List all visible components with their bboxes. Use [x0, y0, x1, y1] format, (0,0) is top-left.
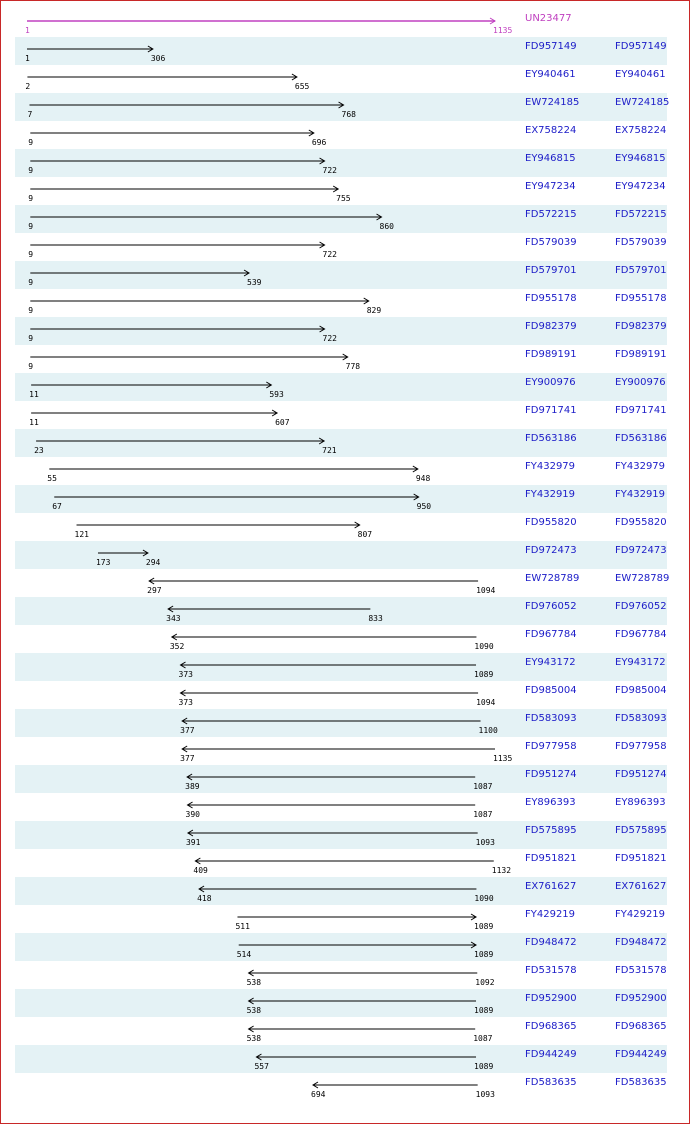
reference-arrow: [15, 9, 515, 25]
accession-link[interactable]: FD982379: [615, 321, 667, 332]
start-position: 11: [29, 390, 39, 399]
accession-link[interactable]: FD972473: [615, 545, 667, 556]
end-position: 829: [366, 306, 382, 315]
alignment-track: [15, 597, 515, 625]
alignment-arrow: [15, 261, 515, 277]
accession-label[interactable]: FD976052: [525, 601, 577, 612]
accession-label[interactable]: FD972473: [525, 545, 577, 556]
start-position: 297: [147, 586, 162, 595]
alignment-row: [15, 849, 667, 877]
end-position: 1135: [493, 26, 513, 35]
start-position: 538: [246, 1006, 262, 1015]
alignment-track: [15, 513, 515, 541]
start-position: 1: [25, 54, 30, 63]
start-position: 377: [180, 754, 195, 763]
alignment-track: [15, 569, 515, 597]
alignment-track: [15, 485, 515, 513]
accession-link[interactable]: FD531578: [615, 965, 667, 976]
end-position: 1089: [474, 1062, 494, 1071]
accession-link[interactable]: EY900976: [615, 377, 666, 388]
start-position: 9: [28, 222, 34, 231]
end-position: 807: [357, 530, 373, 539]
accession-link[interactable]: FD948472: [615, 937, 667, 948]
alignment-track: [15, 93, 515, 121]
alignment-arrow: [15, 569, 515, 585]
accession-label[interactable]: FD583635: [525, 1077, 577, 1088]
alignment-arrow: [15, 513, 515, 529]
accession-link[interactable]: EY946815: [615, 153, 666, 164]
alignment-arrow: [15, 821, 515, 837]
start-position: 514: [236, 950, 252, 959]
accession-link[interactable]: EY943172: [615, 657, 666, 668]
alignment-arrow: [15, 1017, 515, 1033]
accession-link[interactable]: FY429219: [615, 909, 666, 920]
alignment-track: [15, 317, 515, 345]
alignment-arrow: [15, 709, 515, 725]
alignment-track: [15, 261, 515, 289]
accession-link[interactable]: FD575895: [615, 825, 667, 836]
alignment-arrow: [15, 317, 515, 333]
start-position: 9: [28, 194, 34, 203]
accession-link[interactable]: FD583093: [615, 713, 667, 724]
end-position: 722: [322, 166, 337, 175]
alignment-track: [15, 1073, 515, 1101]
alignment-row: [15, 1017, 667, 1045]
accession-label[interactable]: FD989191: [525, 349, 577, 360]
alignment-arrow: [15, 933, 515, 949]
alignment-arrow: [15, 681, 515, 697]
alignment-track: [15, 37, 515, 65]
accession-label[interactable]: FY429219: [525, 909, 576, 920]
accession-label[interactable]: FD952900: [525, 993, 577, 1004]
alignment-arrow: [15, 1045, 515, 1061]
accession-label[interactable]: EY940461: [525, 69, 576, 80]
accession-label[interactable]: EX761627: [525, 881, 577, 892]
alignment-row: [15, 485, 667, 513]
accession-label[interactable]: FY432979: [525, 461, 576, 472]
alignment-track: [15, 877, 515, 905]
accession-link[interactable]: FD976052: [615, 601, 667, 612]
start-position: 557: [254, 1062, 269, 1071]
end-position: 1094: [476, 698, 496, 707]
accession-link[interactable]: EW724185: [615, 97, 670, 108]
end-position: 778: [345, 362, 361, 371]
start-position: 9: [28, 334, 34, 343]
accession-label[interactable]: FD982379: [525, 321, 577, 332]
accession-link[interactable]: FD968365: [615, 1021, 667, 1032]
alignment-row: [15, 429, 667, 457]
alignment-arrow: [15, 849, 515, 865]
start-position: 9: [28, 362, 34, 371]
alignment-track: [15, 233, 515, 261]
end-position: 1087: [473, 810, 493, 819]
start-position: 9: [28, 138, 34, 147]
end-position: 722: [322, 334, 337, 343]
start-position: 390: [185, 810, 200, 819]
accession-label[interactable]: EW728789: [525, 573, 580, 584]
accession-link[interactable]: FD955820: [615, 517, 667, 528]
start-position: 538: [246, 978, 262, 987]
alignment-row: [15, 37, 667, 65]
start-position: 343: [166, 614, 181, 623]
accession-link[interactable]: EY896393: [615, 797, 666, 808]
start-position: 418: [197, 894, 212, 903]
alignment-arrow: [15, 737, 515, 753]
accession-label[interactable]: FD968365: [525, 1021, 577, 1032]
alignment-track: [15, 821, 515, 849]
accession-label[interactable]: FD955820: [525, 517, 577, 528]
start-position: 9: [28, 250, 34, 259]
end-position: 1089: [474, 1006, 494, 1015]
end-position: 539: [247, 278, 262, 287]
end-position: 655: [294, 82, 310, 91]
alignment-row: [15, 1073, 667, 1101]
accession-link[interactable]: FD563186: [615, 433, 667, 444]
alignment-arrow: [15, 793, 515, 809]
alignment-arrow: [15, 205, 515, 221]
alignment-arrow: [15, 345, 515, 361]
alignment-row: [15, 989, 667, 1017]
accession-label[interactable]: EY900976: [525, 377, 576, 388]
accession-link[interactable]: FD955178: [615, 293, 667, 304]
alignment-track: [15, 709, 515, 737]
end-position: 1092: [475, 978, 495, 987]
alignment-row: [15, 597, 667, 625]
end-position: 768: [341, 110, 356, 119]
accession-link[interactable]: EX761627: [615, 881, 667, 892]
accession-label[interactable]: FD985004: [525, 685, 577, 696]
alignment-row: [15, 65, 667, 93]
alignment-row: [15, 177, 667, 205]
end-position: 948: [415, 474, 431, 483]
accession-link[interactable]: FD951274: [615, 769, 667, 780]
start-position: 377: [180, 726, 195, 735]
alignment-arrow: [15, 905, 515, 921]
alignment-track: [15, 653, 515, 681]
alignment-arrow: [15, 457, 515, 473]
alignment-arrow: [15, 961, 515, 977]
end-position: 1087: [473, 1034, 493, 1043]
alignment-track: [15, 737, 515, 765]
end-position: 722: [322, 250, 337, 259]
accession-link[interactable]: FD952900: [615, 993, 667, 1004]
reference-name: UN23477: [525, 13, 572, 24]
alignment-row: [15, 121, 667, 149]
alignment-row: [15, 569, 670, 597]
reference-track: [15, 9, 515, 37]
reference-row: [15, 9, 667, 37]
alignment-track: [15, 1017, 515, 1045]
alignment-arrow: [15, 989, 515, 1005]
end-position: 1089: [474, 950, 494, 959]
accession-label[interactable]: FD563186: [525, 433, 577, 444]
accession-label[interactable]: EX758224: [525, 125, 577, 136]
end-position: 1087: [473, 782, 493, 791]
end-position: 1135: [493, 754, 513, 763]
alignment-track: [15, 961, 515, 989]
alignment-row: [15, 905, 667, 933]
alignment-row: [15, 205, 667, 233]
start-position: 9: [28, 166, 34, 175]
accession-label[interactable]: EW724185: [525, 97, 580, 108]
alignment-track: [15, 625, 515, 653]
start-position: 121: [74, 530, 89, 539]
alignment-arrow: [15, 37, 515, 53]
end-position: 721: [322, 446, 337, 455]
alignment-row: [15, 821, 667, 849]
alignment-row: [15, 765, 667, 793]
start-position: 9: [28, 306, 34, 315]
alignment-row: [15, 625, 667, 653]
accession-label[interactable]: FD948472: [525, 937, 577, 948]
alignment-row: [15, 317, 667, 345]
alignment-rows: [1, 1, 689, 1123]
alignment-row: [15, 345, 667, 373]
alignment-arrow: [15, 121, 515, 137]
alignment-arrow: [15, 541, 515, 557]
alignment-track: [15, 149, 515, 177]
alignment-track: [15, 205, 515, 233]
accession-label[interactable]: FD583093: [525, 713, 577, 724]
accession-label[interactable]: FD944249: [525, 1049, 577, 1060]
accession-link[interactable]: FD977958: [615, 741, 667, 752]
alignment-track: [15, 121, 515, 149]
alignment-arrow: [15, 93, 515, 109]
end-position: 593: [269, 390, 284, 399]
alignment-track: [15, 345, 515, 373]
alignment-row: [15, 681, 667, 709]
accession-label[interactable]: FY432919: [525, 489, 576, 500]
end-position: 950: [416, 502, 432, 511]
accession-link[interactable]: FD572215: [615, 209, 667, 220]
alignment-row: [15, 961, 667, 989]
alignment-arrow: [15, 597, 515, 613]
alignment-track: [15, 373, 515, 401]
start-position: 11: [29, 418, 39, 427]
accession-link[interactable]: FD989191: [615, 349, 667, 360]
start-position: 694: [311, 1090, 326, 1099]
alignment-track: [15, 401, 515, 429]
end-position: 1090: [474, 642, 494, 651]
accession-label[interactable]: FD579039: [525, 237, 577, 248]
alignment-arrow: [15, 149, 515, 165]
accession-link[interactable]: FD985004: [615, 685, 667, 696]
accession-label[interactable]: EY947234: [525, 181, 576, 192]
alignment-row: [15, 373, 667, 401]
alignment-row: [15, 1045, 667, 1073]
start-position: 373: [178, 698, 193, 707]
alignment-arrow: [15, 401, 515, 417]
alignment-track: [15, 933, 515, 961]
alignment-track: [15, 457, 515, 485]
start-position: 1: [25, 26, 30, 35]
accession-link[interactable]: FD579039: [615, 237, 667, 248]
end-position: 1132: [491, 866, 512, 875]
accession-link[interactable]: FD971741: [615, 405, 667, 416]
start-position: 389: [185, 782, 200, 791]
start-position: 9: [28, 278, 34, 287]
alignment-arrow: [15, 653, 515, 669]
accession-label[interactable]: FD579701: [525, 265, 577, 276]
end-position: 1100: [478, 726, 498, 735]
end-position: 1089: [474, 670, 494, 679]
start-position: 2: [25, 82, 31, 91]
alignment-arrow: [15, 373, 515, 389]
start-position: 538: [246, 1034, 262, 1043]
end-position: 696: [311, 138, 327, 147]
alignment-track: [15, 905, 515, 933]
end-position: 1093: [475, 1090, 495, 1099]
alignment-arrow: [15, 877, 515, 893]
alignment-track: [15, 989, 515, 1017]
accession-link[interactable]: FD957149: [615, 41, 667, 52]
end-position: 755: [336, 194, 351, 203]
alignment-row: [15, 513, 667, 541]
alignment-arrow: [15, 65, 515, 81]
accession-label[interactable]: EY946815: [525, 153, 576, 164]
accession-link[interactable]: EX758224: [615, 125, 667, 136]
alignment-row: [15, 233, 667, 261]
alignment-row: [15, 877, 667, 905]
alignment-arrow: [15, 429, 515, 445]
accession-label[interactable]: FD967784: [525, 629, 577, 640]
start-position: 373: [178, 670, 193, 679]
accession-link[interactable]: FD951821: [615, 853, 667, 864]
end-position: 833: [368, 614, 383, 623]
end-position: 1094: [476, 586, 496, 595]
alignment-row: [15, 709, 667, 737]
accession-label[interactable]: EY943172: [525, 657, 576, 668]
end-position: 306: [150, 54, 166, 63]
alignment-track: [15, 681, 515, 709]
alignment-track: [15, 793, 515, 821]
accession-link[interactable]: EY947234: [615, 181, 666, 192]
end-position: 860: [379, 222, 394, 231]
accession-link[interactable]: EW728789: [615, 573, 670, 584]
alignment-arrow: [15, 765, 515, 781]
start-position: 55: [47, 474, 57, 483]
start-position: 511: [235, 922, 250, 931]
accession-label[interactable]: FD575895: [525, 825, 577, 836]
alignment-arrow: [15, 177, 515, 193]
start-position: 352: [169, 642, 185, 651]
start-position: 7: [27, 110, 33, 119]
accession-label[interactable]: FD572215: [525, 209, 577, 220]
accession-label[interactable]: FD951821: [525, 853, 577, 864]
accession-label[interactable]: FD531578: [525, 965, 577, 976]
alignment-track: [15, 765, 515, 793]
start-position: 391: [185, 838, 201, 847]
alignment-row: [15, 401, 667, 429]
accession-label[interactable]: FD955178: [525, 293, 577, 304]
alignment-arrow: [15, 1073, 515, 1089]
alignment-arrow: [15, 485, 515, 501]
start-position: 409: [193, 866, 208, 875]
alignment-arrow: [15, 625, 515, 641]
alignment-arrow: [15, 289, 515, 305]
alignment-row: [15, 289, 667, 317]
accession-label[interactable]: FD977958: [525, 741, 577, 752]
end-position: 1089: [474, 922, 494, 931]
alignment-row: [15, 541, 667, 569]
end-position: 607: [275, 418, 290, 427]
end-position: 1093: [475, 838, 495, 847]
alignment-arrow: [15, 233, 515, 249]
alignment-track: [15, 429, 515, 457]
accession-label[interactable]: EY896393: [525, 797, 576, 808]
accession-link[interactable]: FD967784: [615, 629, 667, 640]
alignment-row: [15, 149, 667, 177]
alignment-track: [15, 289, 515, 317]
alignment-track: [15, 541, 515, 569]
end-position: 1090: [474, 894, 494, 903]
accession-link[interactable]: FY432979: [615, 461, 666, 472]
alignment-row: [15, 653, 667, 681]
alignment-track: [15, 177, 515, 205]
accession-link[interactable]: FD944249: [615, 1049, 667, 1060]
end-position: 294: [145, 558, 161, 567]
accession-link[interactable]: EY940461: [615, 69, 666, 80]
accession-label[interactable]: FD957149: [525, 41, 577, 52]
start-position: 23: [34, 446, 44, 455]
start-position: 173: [95, 558, 111, 567]
accession-link[interactable]: FY432919: [615, 489, 666, 500]
alignment-track: [15, 849, 515, 877]
alignment-row: [15, 261, 667, 289]
alignment-row: [15, 933, 667, 961]
accession-link[interactable]: FD583635: [615, 1077, 667, 1088]
alignment-track: [15, 1045, 515, 1073]
accession-label[interactable]: FD971741: [525, 405, 577, 416]
alignment-row: [15, 93, 670, 121]
alignment-row: [15, 737, 667, 765]
start-position: 67: [52, 502, 62, 511]
alignment-row: [15, 793, 667, 821]
accession-link[interactable]: FD579701: [615, 265, 667, 276]
accession-label[interactable]: FD951274: [525, 769, 577, 780]
alignment-track: [15, 65, 515, 93]
alignment-row: [15, 457, 667, 485]
